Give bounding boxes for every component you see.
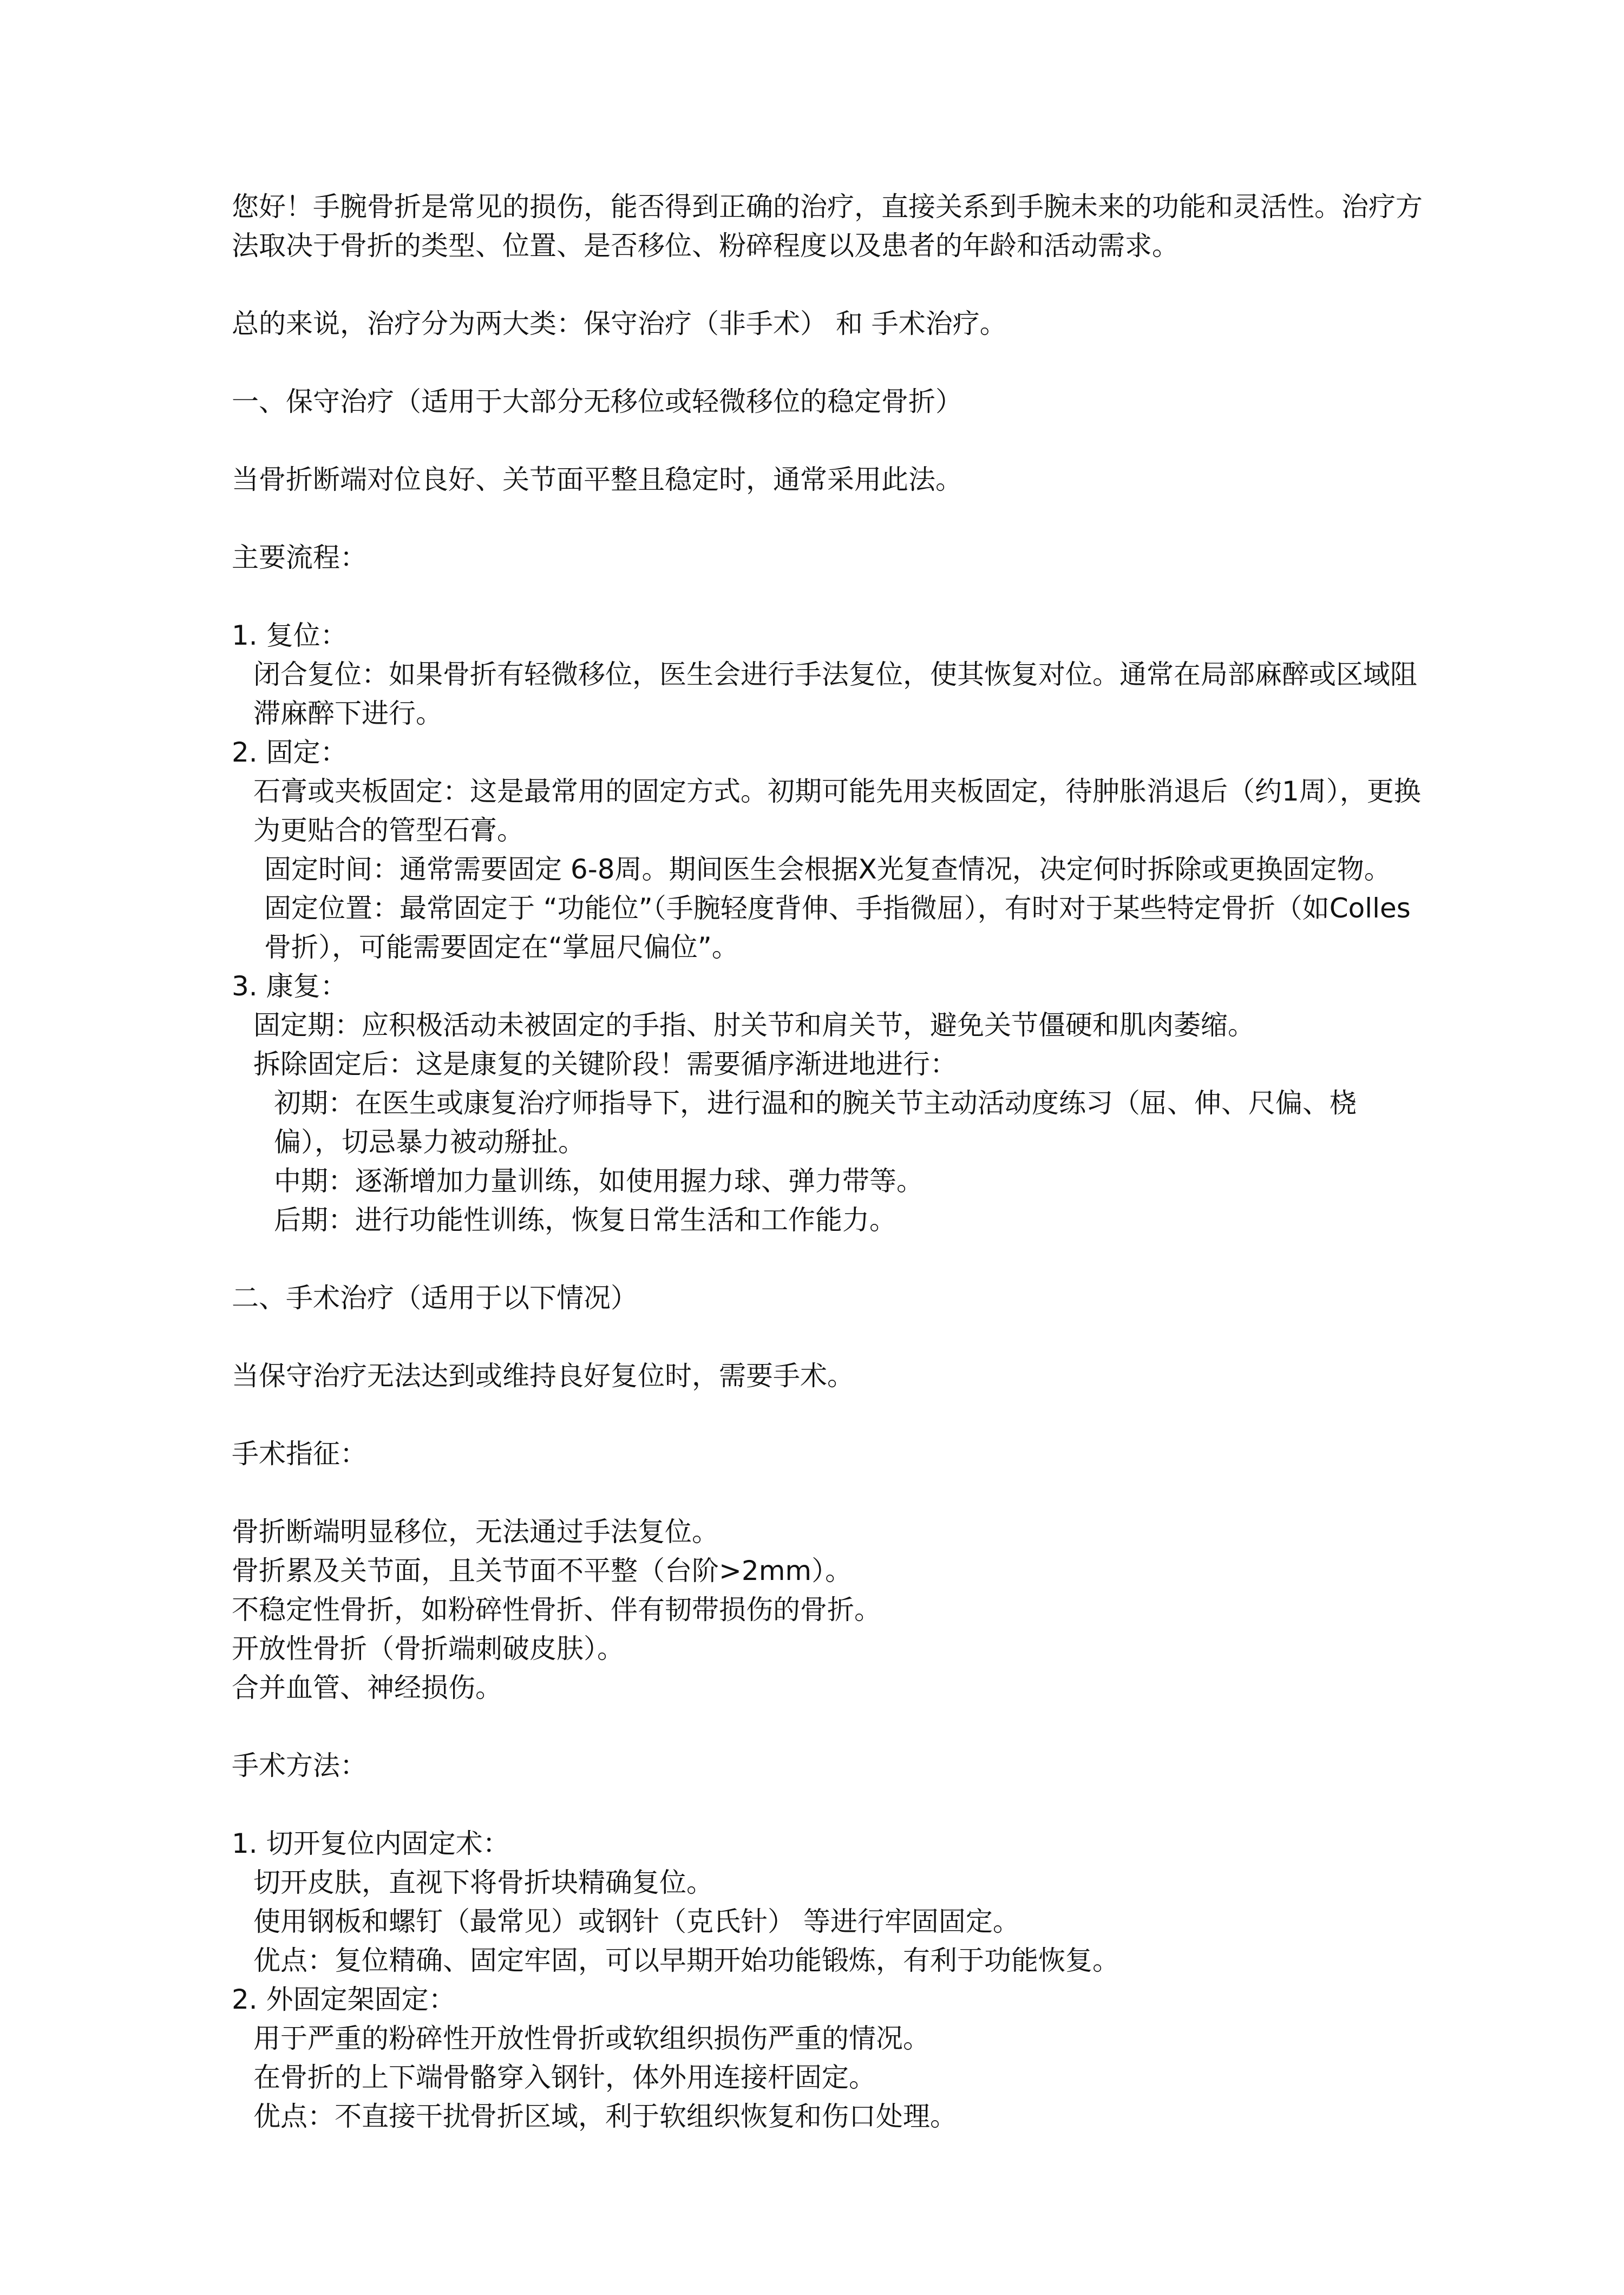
- method1-title: 1. 切开复位内固定术：: [232, 1828, 510, 1859]
- spacer: [232, 343, 1423, 382]
- indication-item: 合并血管、神经损伤。: [232, 1672, 502, 1703]
- spacer: [232, 421, 1423, 460]
- step3-title: 3. 康复：: [232, 971, 348, 1002]
- method1-item: 优点：复位精确、固定牢固，可以早期开始功能锻炼，有利于功能恢复。: [253, 1945, 1119, 1976]
- section1-heading: 一、保守治疗（适用于大部分无移位或轻微移位的稳定骨折）: [232, 386, 962, 417]
- spacer: [232, 499, 1423, 538]
- step3-subitem: 后期：进行功能性训练，恢复日常生活和工作能力。: [274, 1204, 896, 1236]
- section2-description: 当保守治疗无法达到或维持良好复位时，需要手术。: [232, 1360, 854, 1392]
- step2-item: 固定位置：最常固定于 “功能位”（手腕轻度背伸、手指微屈），有时对于某些特定骨折（如Colles骨折），可能需要固定在“掌屈尺偏位”。: [264, 893, 1411, 963]
- spacer: [232, 1395, 1423, 1434]
- section1-flow-label: 主要流程：: [232, 542, 367, 573]
- step1-item: 闭合复位：如果骨折有轻微移位，医生会进行手法复位，使其恢复对位。通常在局部麻醉或区域阻滞麻醉下进行。: [253, 659, 1417, 729]
- section1-description: 当骨折断端对位良好、关节面平整且稳定时，通常采用此法。: [232, 464, 962, 495]
- overview-paragraph: 总的来说，治疗分为两大类：保守治疗（非手术） 和 手术治疗。: [232, 308, 1007, 339]
- section2-heading: 二、手术治疗（适用于以下情况）: [232, 1282, 638, 1314]
- spacer: [232, 577, 1423, 616]
- spacer: [232, 265, 1423, 304]
- method2-item: 优点：不直接干扰骨折区域，利于软组织恢复和伤口处理。: [253, 2101, 957, 2132]
- step3-item: 固定期：应积极活动未被固定的手指、肘关节和肩关节，避免关节僵硬和肌肉萎缩。: [253, 1009, 1255, 1041]
- step3-subitem: 中期：逐渐增加力量训练，如使用握力球、弹力带等。: [274, 1165, 924, 1197]
- spacer: [232, 1707, 1423, 1746]
- step1-title: 1. 复位：: [232, 620, 348, 651]
- method1-item: 切开皮肤，直视下将骨折块精确复位。: [253, 1867, 713, 1898]
- spacer: [232, 1785, 1423, 1824]
- methods-label: 手术方法：: [232, 1750, 367, 1781]
- step2-title: 2. 固定：: [232, 737, 348, 768]
- spacer: [232, 1473, 1423, 1512]
- indication-item: 骨折累及关节面，且关节面不平整（台阶>2mm）。: [232, 1555, 853, 1586]
- method1-item: 使用钢板和螺钉（最常见）或钢针（克氏针） 等进行牢固固定。: [253, 1906, 1020, 1937]
- spacer: [232, 1317, 1423, 1356]
- step3-item: 拆除固定后：这是康复的关键阶段！需要循序渐进地进行：: [253, 1048, 957, 1080]
- indications-label: 手术指征：: [232, 1438, 367, 1470]
- intro-paragraph: 您好！手腕骨折是常见的损伤，能否得到正确的治疗，直接关系到手腕未来的功能和灵活性。治疗方法取决于骨折的类型、位置、是否移位、粉碎程度以及患者的年龄和活动需求。: [232, 191, 1423, 261]
- step2-item: 固定时间：通常需要固定 6-8周。期间医生会根据X光复查情况，决定何时拆除或更换固定物。: [264, 854, 1391, 885]
- indication-item: 不稳定性骨折，如粉碎性骨折、伴有韧带损伤的骨折。: [232, 1594, 881, 1625]
- spacer: [232, 1240, 1423, 1278]
- method2-item: 用于严重的粉碎性开放性骨折或软组织损伤严重的情况。: [253, 2023, 930, 2054]
- indication-item: 骨折断端明显移位，无法通过手法复位。: [232, 1516, 719, 1548]
- method2-title: 2. 外固定架固定：: [232, 1984, 456, 2015]
- indication-item: 开放性骨折（骨折端刺破皮肤）。: [232, 1633, 624, 1664]
- method2-item: 在骨折的上下端骨骼穿入钢针，体外用连接杆固定。: [253, 2062, 876, 2093]
- document-body: [232, 187, 1423, 2136]
- step2-item: 石膏或夹板固定：这是最常用的固定方式。初期可能先用夹板固定，待肿胀消退后（约1周），更换为更贴合的管型石膏。: [253, 776, 1421, 846]
- step3-subitem: 初期：在医生或康复治疗师指导下，进行温和的腕关节主动活动度练习（屈、伸、尺偏、桡偏），切忌暴力被动掰扯。: [274, 1087, 1357, 1158]
